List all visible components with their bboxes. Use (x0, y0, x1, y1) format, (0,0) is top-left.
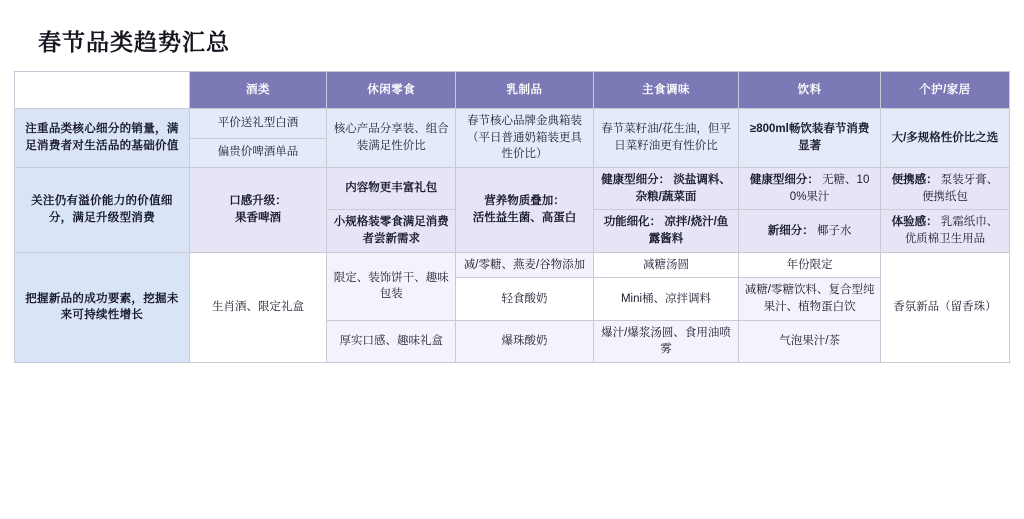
page-title: 春节品类趋势汇总 (38, 29, 230, 55)
category-trend-table (14, 71, 1010, 363)
table-corner-cell (15, 72, 190, 109)
cell-r2-alcohol-line1: 口感升级： 果香啤酒 (229, 195, 287, 224)
column-header-beverage: 饮料 (739, 72, 881, 109)
cell-r2-staple-2-label: 功能细化： (603, 216, 662, 229)
cell-r3-dairy-3: 爆珠酸奶 (456, 320, 593, 362)
cell-r3-dairy-2: 轻食酸奶 (456, 278, 593, 320)
cell-r2-beverage-1-text: 无糖、100%果汁 (789, 174, 870, 203)
cell-r2-beverage-1-label: 健康型细分： (749, 174, 819, 187)
cell-r3-staple-3: 爆汁/爆浆汤圆、食用油喷雾 (593, 320, 739, 362)
cell-r2-alcohol (189, 168, 326, 253)
cell-r3-personal-care: 香氛新品（留香珠） (880, 252, 1009, 362)
column-header-personal-care: 个护/家居 (880, 72, 1009, 109)
cell-r2-care-2 (880, 210, 1009, 252)
cell-r2-snacks-1: 内容物更丰富礼包 (327, 168, 456, 210)
cell-r1-beverage: ≥800ml畅饮装春节消费显著 (739, 109, 881, 168)
column-header-snacks: 休闲零食 (327, 72, 456, 109)
table-row (15, 168, 1010, 210)
cell-r2-beverage-1 (739, 168, 881, 210)
row-header-premium-segments: 关注仍有溢价能力的价值细分，满足升级型消费 (15, 168, 190, 253)
column-header-alcohol: 酒类 (189, 72, 326, 109)
cell-r1-alcohol-2: 偏贵价啤酒单品 (189, 138, 326, 168)
cell-r3-snacks-2: 厚实口感、趣味礼盒 (327, 320, 456, 362)
cell-r2-beverage-2-text: 椰子水 (816, 224, 852, 237)
cell-r2-snacks-2: 小规格装零食满足消费者尝新需求 (327, 210, 456, 252)
cell-r2-staple-2 (593, 210, 739, 252)
cell-r2-care-2-text: 乳霜纸巾、优质棉卫生用品 (904, 216, 999, 246)
cell-r3-dairy-1: 减/零糖、燕麦/谷物添加 (456, 252, 593, 278)
cell-r3-staple-2: Mini桶、凉拌调料 (593, 278, 739, 320)
cell-r2-care-1-text: 泵装牙膏、便携纸包 (921, 174, 999, 203)
cell-r1-alcohol-1: 平价送礼型白酒 (189, 109, 326, 139)
cell-r2-care-1 (880, 168, 1009, 210)
table-row (15, 252, 1010, 278)
cell-r2-beverage-2-label: 新细分： (767, 224, 814, 237)
cell-r1-dairy: 春节核心品牌金典箱装（平日普通奶箱装更具性价比） (456, 109, 593, 168)
cell-r3-alcohol: 生肖酒、限定礼盒 (189, 252, 326, 362)
table-row (15, 109, 1010, 139)
cell-r1-personal-care: 大/多规格性价比之选 (880, 109, 1009, 168)
cell-r3-beverage-2: 减糖/零糖饮料、复合型纯果汁、植物蛋白饮 (739, 278, 881, 320)
cell-r2-staple-2-text: 凉拌/烧汁/鱼露酱料 (648, 216, 729, 246)
cell-r3-snacks-1: 限定、装饰饼干、趣味包装 (327, 252, 456, 320)
cell-r2-staple-1 (593, 168, 739, 210)
row-header-core-segments: 注重品类核心细分的销量，满足消费者对生活品的基础价值 (15, 109, 190, 168)
cell-r1-snacks: 核心产品分享装、组合装满足性价比 (327, 109, 456, 168)
cell-r1-staple: 春节菜籽油/花生油，但平日菜籽油更有性价比 (593, 109, 739, 168)
cell-r2-dairy-text: 营养物质叠加： 活性益生菌、高蛋白 (472, 195, 577, 224)
column-header-dairy: 乳制品 (456, 72, 593, 109)
cell-r3-staple-1: 减糖汤圆 (593, 252, 739, 278)
column-header-staple: 主食调味 (593, 72, 739, 109)
cell-r3-beverage-1: 年份限定 (739, 252, 881, 278)
cell-r2-beverage-2 (739, 210, 881, 252)
cell-r3-beverage-3: 气泡果汁/茶 (739, 320, 881, 362)
table-header-row (15, 72, 1010, 109)
row-header-new-product: 把握新品的成功要素，挖掘未来可持续性增长 (15, 252, 190, 362)
cell-r2-staple-1-label: 健康型细分： (601, 174, 671, 187)
cell-r2-dairy (456, 168, 593, 253)
cell-r2-care-1-label: 便携感： (891, 174, 938, 187)
cell-r2-staple-1-text: 淡盐调料、杂粮/蔬菜面 (635, 174, 731, 203)
cell-r2-care-2-label: 体验感： (891, 216, 938, 229)
